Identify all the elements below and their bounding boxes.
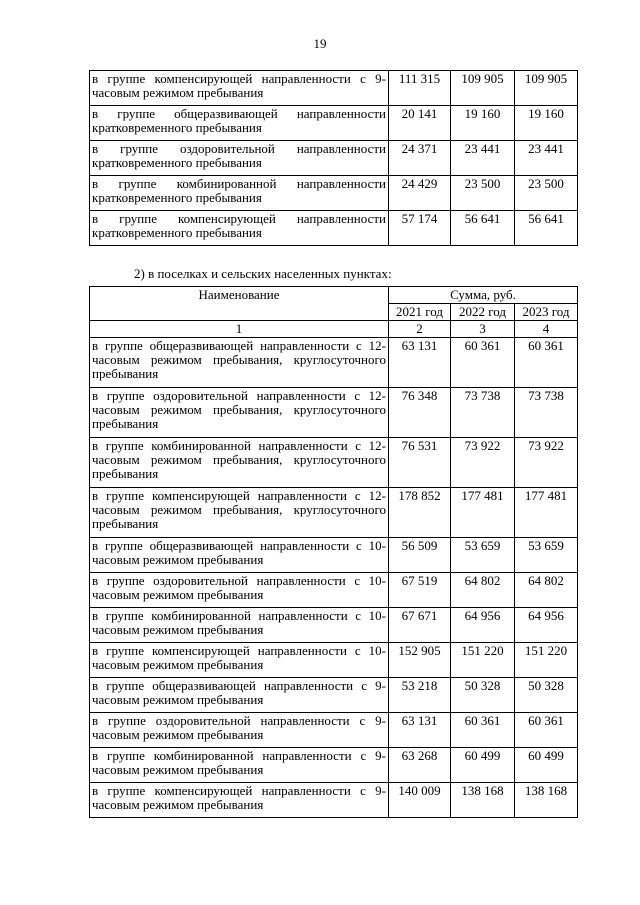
- row-name-cell: в группе общеразвивающей направленности кратковременного пребывания: [90, 106, 389, 141]
- value-2022-cell: 109 905: [451, 71, 515, 106]
- row-name-cell: в группе компенсирующей направленности с 12-часовым режимом пребывания, круглосуточного пребывания: [90, 488, 389, 538]
- value-2023-cell: 19 160: [515, 106, 578, 141]
- row-name-cell: в группе комбинированной направленности кратковременного пребывания: [90, 176, 389, 211]
- value-2022-cell: 64 802: [451, 573, 515, 608]
- row-name-cell: в группе компенсирующей направленности с 10-часовым режимом пребывания: [90, 643, 389, 678]
- column-number-1: 1: [90, 321, 389, 338]
- table-row: [90, 538, 578, 573]
- value-2021-cell: 111 315: [389, 71, 451, 106]
- value-2021-cell: 56 509: [389, 538, 451, 573]
- value-2022-cell: 60 499: [451, 748, 515, 783]
- value-2021-cell: 76 531: [389, 438, 451, 488]
- value-2023-cell: 60 499: [515, 748, 578, 783]
- value-2023-cell: 50 328: [515, 678, 578, 713]
- value-2021-cell: 24 429: [389, 176, 451, 211]
- value-2023-cell: 60 361: [515, 713, 578, 748]
- table-header: [90, 287, 578, 338]
- table-row: [90, 438, 578, 488]
- value-2022-cell: 60 361: [451, 713, 515, 748]
- table-row: [90, 176, 578, 211]
- value-2022-cell: 50 328: [451, 678, 515, 713]
- table-row: [90, 488, 578, 538]
- row-name-cell: в группе оздоровительной направленности с 10-часовым режимом пребывания: [90, 573, 389, 608]
- value-2023-cell: 64 802: [515, 573, 578, 608]
- row-name-cell: в группе оздоровительной направленности кратковременного пребывания: [90, 141, 389, 176]
- row-name-cell: в группе общеразвивающей направленности с 9-часовым режимом пребывания: [90, 678, 389, 713]
- column-header-2022: 2022 год: [451, 304, 515, 321]
- table-row: [90, 141, 578, 176]
- value-2023-cell: 56 641: [515, 211, 578, 246]
- value-2023-cell: 138 168: [515, 783, 578, 818]
- value-2021-cell: 57 174: [389, 211, 451, 246]
- column-number-2: 2: [389, 321, 451, 338]
- row-name-cell: в группе комбинированной направленности с 9-часовым режимом пребывания: [90, 748, 389, 783]
- table-row: [90, 643, 578, 678]
- row-name-cell: в группе компенсирующей направленности с 9-часовым режимом пребывания: [90, 71, 389, 106]
- value-2021-cell: 178 852: [389, 488, 451, 538]
- column-number-4: 4: [515, 321, 578, 338]
- value-2022-cell: 73 922: [451, 438, 515, 488]
- column-header-2021: 2021 год: [389, 304, 451, 321]
- value-2021-cell: 24 371: [389, 141, 451, 176]
- value-2021-cell: 67 671: [389, 608, 451, 643]
- table-row: [90, 388, 578, 438]
- table-row: [90, 748, 578, 783]
- table-row: [90, 71, 578, 106]
- rural-table-body: [90, 338, 578, 818]
- table-row: [90, 678, 578, 713]
- row-name-cell: в группе оздоровительной направленности с 9-часовым режимом пребывания: [90, 713, 389, 748]
- value-2021-cell: 152 905: [389, 643, 451, 678]
- table-row: [90, 608, 578, 643]
- section-heading: 2) в поселках и сельских населенных пунктах:: [134, 266, 392, 281]
- value-2022-cell: 60 361: [451, 338, 515, 388]
- table-row: [90, 338, 578, 388]
- value-2021-cell: 63 268: [389, 748, 451, 783]
- row-name-cell: в группе комбинированной направленности с 10-часовым режимом пребывания: [90, 608, 389, 643]
- value-2021-cell: 63 131: [389, 338, 451, 388]
- column-header-2023: 2023 год: [515, 304, 578, 321]
- value-2022-cell: 73 738: [451, 388, 515, 438]
- page-number: 19: [313, 36, 327, 51]
- value-2022-cell: 64 956: [451, 608, 515, 643]
- row-name-cell: в группе общеразвивающей направленности с 10-часовым режимом пребывания: [90, 538, 389, 573]
- value-2021-cell: 53 218: [389, 678, 451, 713]
- row-name-cell: в группе компенсирующей направленности кратковременного пребывания: [90, 211, 389, 246]
- value-2023-cell: 73 738: [515, 388, 578, 438]
- continued-table-body: [90, 71, 578, 246]
- value-2022-cell: 53 659: [451, 538, 515, 573]
- value-2023-cell: 53 659: [515, 538, 578, 573]
- value-2022-cell: 19 160: [451, 106, 515, 141]
- value-2022-cell: 151 220: [451, 643, 515, 678]
- column-header-sum: Сумма, руб.: [389, 287, 578, 304]
- value-2023-cell: 109 905: [515, 71, 578, 106]
- value-2023-cell: 60 361: [515, 338, 578, 388]
- value-2022-cell: 23 441: [451, 141, 515, 176]
- row-name-cell: в группе компенсирующей направленности с 9-часовым режимом пребывания: [90, 783, 389, 818]
- continued-table: [89, 70, 578, 246]
- value-2023-cell: 23 500: [515, 176, 578, 211]
- rural-cost-table: [89, 286, 578, 818]
- row-name-cell: в группе оздоровительной направленности с 12-часовым режимом пребывания, круглосуточного пребывания: [90, 388, 389, 438]
- table-row: [90, 573, 578, 608]
- value-2023-cell: 177 481: [515, 488, 578, 538]
- value-2023-cell: 151 220: [515, 643, 578, 678]
- value-2021-cell: 63 131: [389, 713, 451, 748]
- value-2023-cell: 23 441: [515, 141, 578, 176]
- row-name-cell: в группе комбинированной направленности с 12-часовым режимом пребывания, круглосуточного пребывания: [90, 438, 389, 488]
- value-2021-cell: 20 141: [389, 106, 451, 141]
- value-2022-cell: 56 641: [451, 211, 515, 246]
- value-2022-cell: 177 481: [451, 488, 515, 538]
- value-2022-cell: 23 500: [451, 176, 515, 211]
- value-2023-cell: 64 956: [515, 608, 578, 643]
- row-name-cell: в группе общеразвивающей направленности с 12-часовым режимом пребывания, круглосуточного пребывания: [90, 338, 389, 388]
- value-2022-cell: 138 168: [451, 783, 515, 818]
- table-row: [90, 713, 578, 748]
- value-2021-cell: 140 009: [389, 783, 451, 818]
- column-header-name: Наименование: [90, 287, 389, 321]
- value-2021-cell: 76 348: [389, 388, 451, 438]
- value-2023-cell: 73 922: [515, 438, 578, 488]
- table-row: [90, 783, 578, 818]
- column-number-3: 3: [451, 321, 515, 338]
- table-row: [90, 106, 578, 141]
- table-row: [90, 211, 578, 246]
- value-2021-cell: 67 519: [389, 573, 451, 608]
